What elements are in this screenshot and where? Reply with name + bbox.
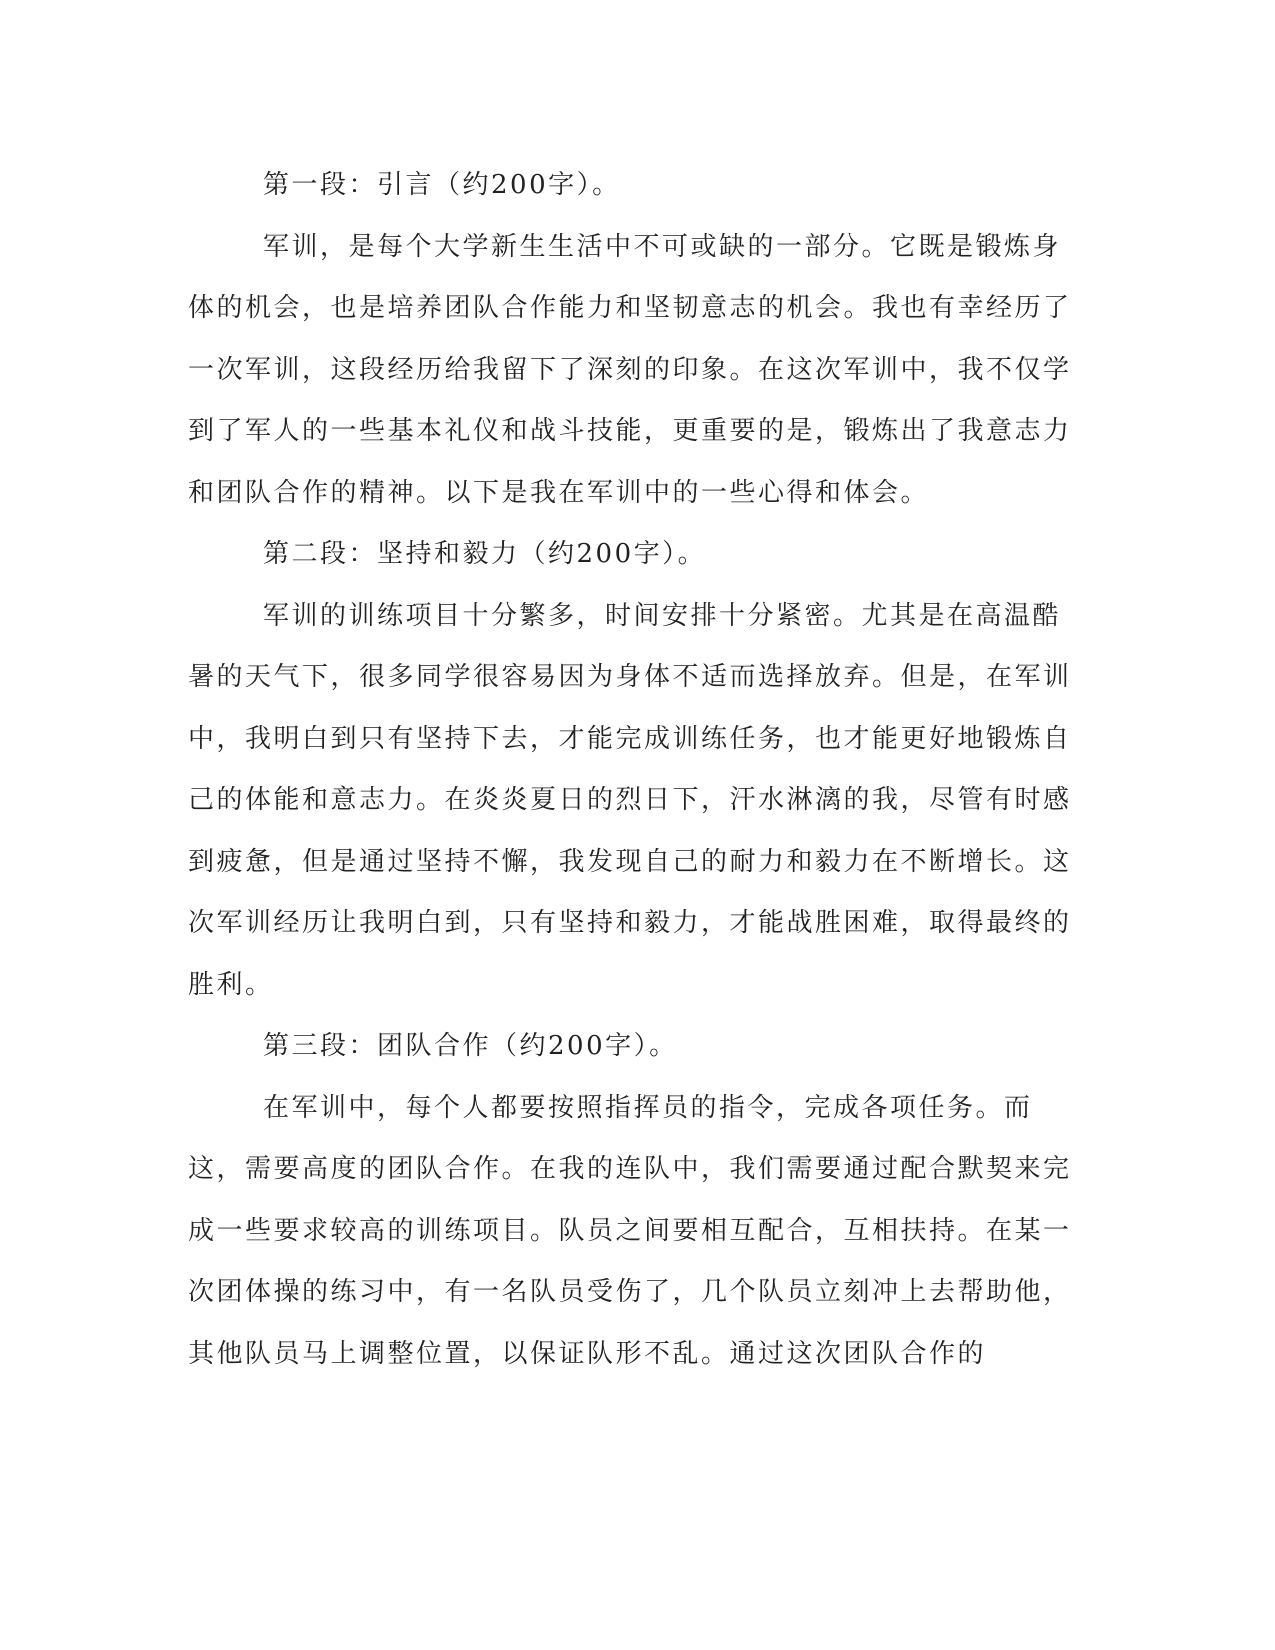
section-heading-1: 第一段：引言（约200字）。 — [263, 170, 621, 200]
document-body — [188, 155, 1073, 1385]
paragraph-1: 军训，是每个大学新生生活中不可或缺的一部分。它既是锻炼身体的机会，也是培养团队合作能力和坚韧意志的机会。我也有幸经历了一次军训，这段经历给我留下了深刻的印象。在这次军训中，我不仅学到了军人的一些基本礼仪和战斗技能，更重要的是，锻炼出了我意志力和团队合作的精神。以下是我在军训中的一些心得和体会。 — [188, 231, 1072, 508]
section-heading-2: 第二段：坚持和毅力（约200字）。 — [263, 539, 707, 569]
paragraph-2: 军训的训练项目十分繁多，时间安排十分紧密。尤其是在高温酷暑的天气下，很多同学很容易因为身体不适而选择放弃。但是，在军训中，我明白到只有坚持下去，才能完成训练任务，也才能更好地锻炼自己的体能和意志力。在炎炎夏日的烈日下，汗水淋漓的我，尽管有时感到疲惫，但是通过坚持不懈，我发现自己的耐力和毅力在不断增长。这次军训经历让我明白到，只有坚持和毅力，才能战胜困难，取得最终的胜利。 — [188, 600, 1072, 1000]
paragraph-3: 在军训中，每个人都要按照指挥员的指令，完成各项任务。而这，需要高度的团队合作。在我的连队中，我们需要通过配合默契来完成一些要求较高的训练项目。队员之间要相互配合，互相扶持。在某一次团体操的练习中，有一名队员受伤了，几个队员立刻冲上去帮助他，其他队员马上调整位置，以保证队形不乱。通过这次团队合作的 — [188, 1092, 1072, 1369]
section-heading-3: 第三段：团队合作（约200字）。 — [263, 1031, 678, 1061]
